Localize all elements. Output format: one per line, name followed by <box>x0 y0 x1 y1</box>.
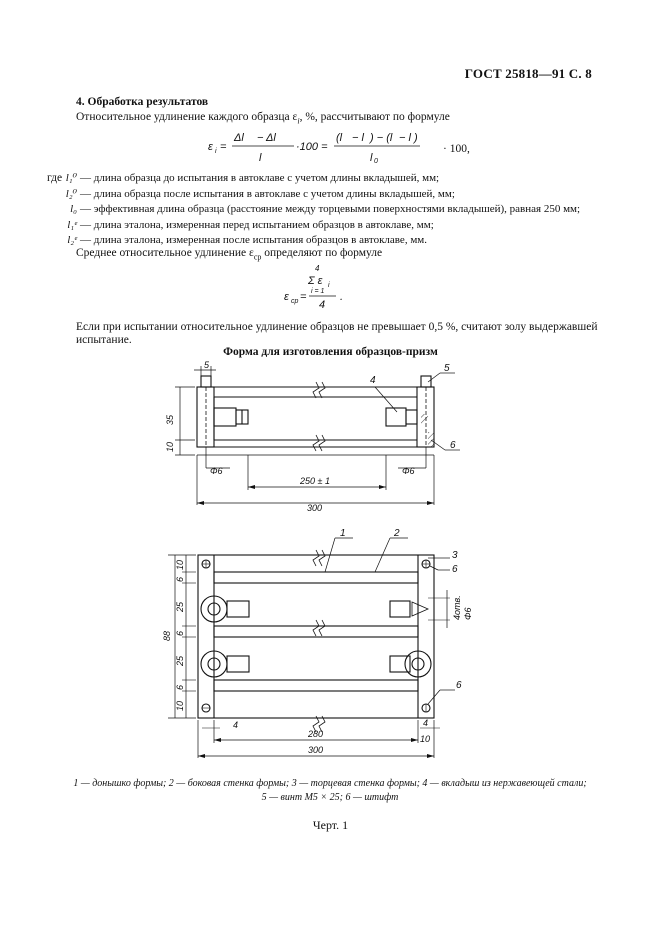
svg-text:10: 10 <box>175 700 185 711</box>
formula1-num3e: ) <box>414 132 418 144</box>
formula1-num3: (l <box>336 132 343 144</box>
plan-view-drawing <box>150 528 480 773</box>
svg-text:l: l <box>370 152 373 164</box>
definition-row: l₂⁰ — длина образца после испытания в автоклаве с учетом длины вкладышей, мм; <box>65 187 455 200</box>
formula1-num3b: − l <box>352 132 364 144</box>
dim-300: 300 <box>307 503 323 513</box>
formula2-bottom: i = 1 <box>311 288 325 295</box>
formula1-num2: Δl <box>266 132 276 144</box>
svg-text:.: . <box>340 291 344 303</box>
formula1-num3c: ) − (l <box>370 132 393 144</box>
section-title: 4. Обработка результатов <box>76 96 209 108</box>
svg-text:=: = <box>300 291 307 303</box>
dim-phi-right: Φ6 <box>402 466 415 476</box>
where-label: где <box>47 172 63 184</box>
dim-300-plan: 300 <box>308 745 324 755</box>
dim-88: 88 <box>162 630 172 641</box>
figure-title: Форма для изготовления образцов-призм <box>223 346 438 358</box>
caption-line1: 1 — донышко формы; 2 — боковая стенка формы; 3 — торцевая стенка формы; 4 — вкладыш из нержавеющей стали; <box>73 778 587 789</box>
intro-text: Относительное удлинение каждого образца ε <box>76 111 298 123</box>
callout-6: 6 <box>450 440 456 451</box>
formula2-den: 4 <box>319 299 326 311</box>
formula1-lhs: ε <box>208 141 213 153</box>
formula1-tail: · 100, <box>443 143 470 155</box>
definition-row: l₂ᵉ — длина эталона, измеренная после испытания образцов в автоклаве, мм. <box>67 234 427 247</box>
svg-text:6: 6 <box>175 630 185 636</box>
definitions-list <box>47 171 580 249</box>
svg-text:10: 10 <box>175 559 185 570</box>
callout-2: 2 <box>394 528 400 539</box>
formula-mean <box>280 262 370 318</box>
dim-phi-left: Φ6 <box>210 466 223 476</box>
svg-text:0: 0 <box>374 158 378 165</box>
callout-3: 3 <box>452 550 458 561</box>
formula1-den: l <box>259 152 262 164</box>
conclusion-line1: Если при испытании относительное удлинение образцов не превышает 0,5 %, считают золу выдержавшей <box>76 321 598 333</box>
svg-text:6: 6 <box>175 576 185 582</box>
mean-paragraph: Среднее относительное удлинение $\varepsilon_{ср}$ определяют по формуле <box>76 247 383 262</box>
formula1-num1: Δl <box>234 132 244 144</box>
dim-250: 250 ± 1 <box>300 476 330 486</box>
svg-text:i: i <box>328 282 330 289</box>
callout-6a: 6 <box>452 564 458 575</box>
dim-5: 5 <box>204 360 210 370</box>
figure-caption <box>40 777 620 805</box>
document-header: ГОСТ 25818—91 С. 8 <box>464 66 592 81</box>
definition-row: l₀ — эффективная длина образца (расстояние между торцевыми поверхностями вкладышей), равная 250 мм; <box>70 203 581 216</box>
conclusion-line2: испытание. <box>76 334 132 346</box>
svg-text:=: = <box>220 141 227 153</box>
formula-elongation <box>200 126 440 168</box>
dim-35: 35 <box>165 414 175 425</box>
svg-text:6: 6 <box>175 684 185 690</box>
side-view-drawing <box>150 360 480 520</box>
formula2-sigma: Σ ε <box>308 275 323 287</box>
svg-text:ср: ср <box>291 298 299 305</box>
svg-text:25: 25 <box>175 655 185 666</box>
formula1-mult: ·100 = <box>296 141 328 153</box>
formula2-lhs: ε <box>284 291 289 303</box>
dim-280: 280 <box>308 729 324 739</box>
drawing-label: Черт. 1 <box>312 818 349 832</box>
intro-paragraph: Относительное удлинение каждого образца $\varepsilon_i$, %, рассчитывают по формуле <box>76 111 450 126</box>
callout-1: 1 <box>340 528 346 539</box>
callout-6b: 6 <box>456 680 462 691</box>
callout-5: 5 <box>444 363 450 374</box>
definition-row: l₁ᵉ — длина эталона, измеренная перед испытанием образцов в автоклаве, мм; <box>67 218 434 231</box>
callout-4: 4 <box>370 375 376 386</box>
formula1-minus: − <box>257 132 264 144</box>
svg-text:10: 10 <box>420 734 431 744</box>
formula1-num3d: − l <box>399 132 411 144</box>
svg-text:i: i <box>215 148 217 155</box>
dim-10: 10 <box>165 441 175 452</box>
intro-tail: , %, рассчитывают по формуле <box>299 111 450 123</box>
definition-row: l₁⁰ — длина образца до испытания в автоклаве с учетом длины вкладышей, мм; <box>65 172 440 184</box>
dim-phi6: Φ6 <box>463 607 473 620</box>
caption-line2: 5 — винт М5 × 25; 6 — штифт <box>261 792 399 803</box>
dim-4-holes: 4отв. <box>452 595 462 620</box>
svg-text:4: 4 <box>423 718 429 728</box>
formula2-top: 4 <box>315 264 320 273</box>
svg-text:4: 4 <box>233 720 239 730</box>
svg-text:25: 25 <box>175 601 185 612</box>
